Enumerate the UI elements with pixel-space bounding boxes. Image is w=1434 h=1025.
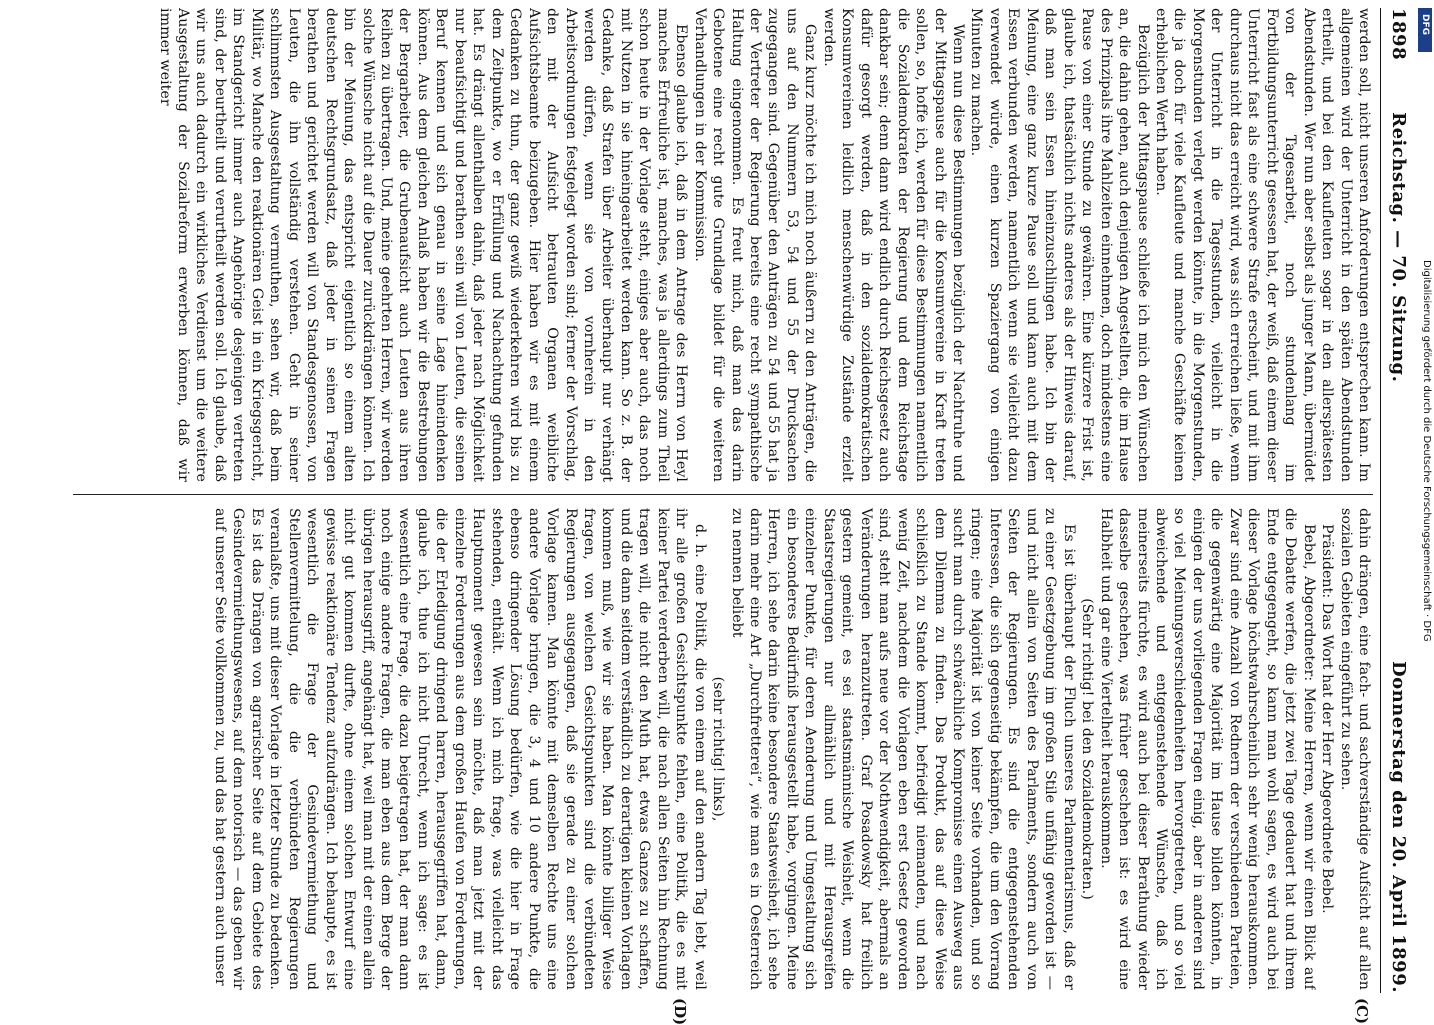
paragraph: Bebel, Abgeordneter: Meine Herren, wenn wir einen Blick auf die Debatte werfen, die jetzt zwei Tage gedauert hat und ihrem Ende entgegengeht, so kann man wohl sagen, es wird auch bei dieser Vorlage höchstwahrscheinlich sehr wenig herauskommen. Zwar sind eine Anzahl von Rednern der verschiedenen Parteien, die gegenwärtig eine Majorität im Hause bilden könnten, in einigen der uns vorliegenden Fragen einig, aber in anderen sind so viel Meinungsverschiedenheiten hervorgetreten, und so viel abweichende und entgegenstehende Wünsche, daß ich meinerseits fürchte, es wird auch bei dieser Berathung wieder dasselbe geschehen, was früher geschehen ist: es wird eine Halbheit und gar eine Viertelheit herauskommen. — [1097, 508, 1317, 990]
header-left — [1389, 8, 1410, 382]
page-number: 1898 — [1388, 8, 1410, 61]
paragraph: Wenn nun diese Bestimmungen bezüglich der Nachtruhe und der Mittagspause auch für die Konsumvereine in Kraft treten sollen, so, hoffe ich, werden für diese Bestimmungen namentlich die Sozialdemokraten der Regierung und dem Reichstage dankbar sein; denn dann wird endlich durch Reichsgesetz auch dafür gesorgt werden, daß in den sozialdemokratischen Konsumvereinen leidlich menschenwürdige Zustände erzielt werden. — [820, 8, 967, 482]
left-column — [73, 8, 1373, 482]
paragraph: Ebenso glaube ich, daß in dem Antrage des Herrn von Heyl manches Erfreuliche ist, manches, was ja allerdings zum Theil schon heute in der Vorlage steht, einiges aber auch, das noch mit Nutzen in sie hineingearbeitet werden kann. So z. B. der Gedanke, daß Strafen über Arbeiter überhaupt nur verhängt werden dürfen, wenn sie von vornherein in den Arbeitsordnungen festgelegt worden sind; ferner der Vorschlag, den mit der Aufsicht betrauten Organen weibliche Aufsichtsbeamte beizugeben. Hier haben wir es mit einem Gedanken zu thun, der ganz gewiß wiederkehren wird bis zu dem Zeitpunkte, wo er Erfüllung und Nachachtung gefunden hat. Es drängt allenthalben dahin, daß jeder nach Möglichkeit nur beaufsichtigt und berathen sein will von Leuten, die seinen Beruf kennen und sich genau in seine Lage hineindenken können. Aus dem gleichen Anlaß haben wir die Bestrebungen der Bergarbeiter, die Grubenaufsicht auch Leuten aus ihren Reihen zu übertragen. Und, meine geehrten Herren, wir werden solche Wünsche nicht auf die Dauer zurückdrängen können. Ich bin der Meinung, das entspricht eigentlich so einem alten deutschen Rechtsgrundsatz, daß jeder in seinen Fragen berathen und gerichtet werden will von Standesgenossen, von Leuten, die ihn vollständig verstehen. Geht in seiner schlimmsten Ausgestaltung vermuthen, sehen wir, daß beim Militär, wo Manche den reaktionären Geist in ein Kriegsgericht, im Standgericht immer auch Angehörige desjenigen vertreten sind, der beurtheilt und verurtheilt werden soll. Ich glaube, daß wir uns auch dadurch ein wirkliches Verdienst um die weitere Ausgestaltung der Sozialreform erwerben können, daß wir immer weiter — [156, 8, 690, 482]
paragraph: (sehr richtig! links), — [710, 676, 727, 822]
page-header — [1381, 8, 1417, 993]
column-divider — [73, 494, 1373, 495]
document-page — [52, 0, 1417, 1025]
header-rule — [1380, 8, 1381, 993]
paragraph: Ganz kurz möchte ich mich noch äußern zu den Anträgen, die uns auf den Nummern 53, 54 und 55 der Drucksachen zugegangen sind. Gegenüber den Anträgen zu 54 und 55 hat ja der Vertreter der Regierung bereits eine recht sympathische Haltung eingenommen. Es freut mich, daß man das darin Gebotene eine recht gute Grundlage bildet für die weiteren Verhandlungen in der Kommission. — [691, 8, 819, 482]
session-date: Donnerstag den 20. April 1899. — [1388, 660, 1410, 993]
journal-title: Reichstag. — 70. Sitzung. — [1388, 112, 1410, 383]
digitization-note — [1418, 10, 1432, 990]
paragraph: Präsident: Das Wort hat der Herr Abgeordnete Bebel. — [1319, 524, 1336, 914]
paragraph: Es ist überhaupt der Fluch unseres Parlamentarismus, daß er zu einer Gesetzgebung im großen Stile unfähig geworden ist — und nicht allein von Seiten des Parlaments, sondern auch von Seiten der Regierungen. Es sind die entgegenstehenden Interessen, die sich gegenseitig bekämpfen, die um den Vorrang ringen; eine Majorität ist von keiner Seite vorhanden, und so sucht man durch schwächliche Kompromisse einen Ausweg aus dem Dilemma zu finden. Das Produkt, das auf diese Weise schließlich zu Stande kommt, befriedigt niemanden, und nach wenig Zeit, nachdem die Vorlagen eben erst Gesetz geworden sind, steht man aufs neue vor der Nothwendigkeit, abermals an Veränderungen heranzutreten. Graf Posadowsky hat freilich gestern gemeint, es sei staatsmännische Weisheit, wenn die Staatsregierungen nur allmählich und mit Herausgreifen einzelner Punkte, für deren Aenderung und Umgestaltung sich ein besonderes Bedürfniß herausgestellt habe, vorgingen. Meine Herren, ich sehe darin keine besondere Staatsweisheit, ich sehe darin mehr eine Art „Durchfretterei“, wie man es in Oesterreich zu nennen beliebt — [728, 508, 1077, 990]
dfg-logo-text: DFG — [1420, 14, 1430, 36]
paragraph: (Sehr richtig! bei den Sozialdemokraten.) — [1079, 598, 1096, 900]
paragraph: Bezüglich der Mittagspause schließe ich mich den Wünschen an, die dahin gehen, auch denjenigen Angestellten, die im Hause des Prinzipals ihre Mahlzeiten einnehmen, doch mindestens eine Pause von einer Stunde zu gewähren. Eine kürzere Frist ist, glaube ich, thatsächlich nichts anderes als der Hinweis darauf, daß man sein Essen hineinzuschlingen habe. Ich bin der Meinung, eine ganz kurze Pause soll und kann auch mit dem Essen verbunden werden, namentlich wenn sie vielleicht dazu verwendet würde, einen kurzen Spaziergang von einigen Minuten zu machen. — [968, 8, 1151, 482]
paragraph: d. h. eine Politik, die von einem auf den andern Tag lebt, weil ihr alle großen Gesichtspunkte fehlen, eine Politik, die es mit keiner Partei verderben will, die nach allen Seiten hin Rechnung tragen will, die nicht den Muth hat, etwas Ganzes zu schaffen, und die dann seitdem verständlich zu derartigen kleinen Vorlagen kommen muß, wie wir sie haben. Man könnte billiger Weise fragen, von welchen Gesichtspunkten sind die verbündeten Regierungen ausgegangen, daß sie gerade zu einer solchen Vorlage kamen. Man könnte mit demselben Rechte uns eine andere Vorlage bringen, die 3, 4 und 10 andere Punkte, die ebenso dringender Lösung bedürfen, wie die hier in Frage stehenden, enthält. Wenn ich mich frage, was vielleicht das Hauptmoment gewesen sein möchte, daß man jetzt mit der einzelne Forderungen aus dem großen Haufen von Forderungen, die der Erledigung dringend harren, herausgegriffen hat, dann, glaube ich, thue ich nicht Unrecht, wenn ich sage: es ist wesentlich eine Frage, die dazu beigetragen hat, der man dann noch einige andere Fragen, die man eben aus dem Berge der übrigen herausgriff, angehängt hat, weil man mit der einen allein nicht gut kommen durfte, ohne einem solchen Entwurf eine gewisse reaktionäre Tendenz aufzudrängen. Ich behaupte, es ist wesentlich die Frage der Gesindevermiethung und Stellenvermittelung, die die verbündeten Regierungen veranlaßte, uns mit dieser Vorlage in letzter Stunde zu bedenken. Es ist das Drängen von agrarischer Seite auf dem Gebiete des Gesindevermiethungswesens, auf dem notorisch — das geben wir auf unserer Seite vollkommen zu, und das hat gestern auch unser — [211, 508, 708, 990]
right-column — [73, 508, 1373, 990]
paragraph: werden soll, nicht unseren Anforderungen entsprechen kann. Im allgemeinen wird der Unterricht in den späten Abendstunden ertheilt, und bei den Kaufleuten sogar in den allerspätesten Abendstunden. Wer nun aber selbst als junger Mann, übermüdet von der Tagesarbeit, noch stundenlang im Fortbildungsunterricht gesessen hat, der weiß, daß einem dieser Unterricht fast als eine schwere Strafe erscheint, und mit ihm durchaus nicht das erreicht wird, was sich erreichen ließe, wenn der Unterricht in die Tagesstunden, vielleicht in die Morgenstunden verlegt werden könnte, in die Morgenstunden, die ja doch für viele Kaufleute und manche Geschäfte keinen erheblichen Werth haben. — [1153, 8, 1372, 482]
digitization-note-text: Digitalisierung gefördert durch die Deutsche Forschungsgemeinschaft · DFG — [1421, 260, 1432, 642]
margin-marker-c: (C) — [1353, 998, 1371, 1025]
margin-marker-d: (D) — [671, 998, 689, 1025]
paragraph: dahin drängen, eine fach- und sachverständige Aufsicht auf allen sozialen Gebieten eingeführt zu sehen. — [1337, 508, 1372, 990]
